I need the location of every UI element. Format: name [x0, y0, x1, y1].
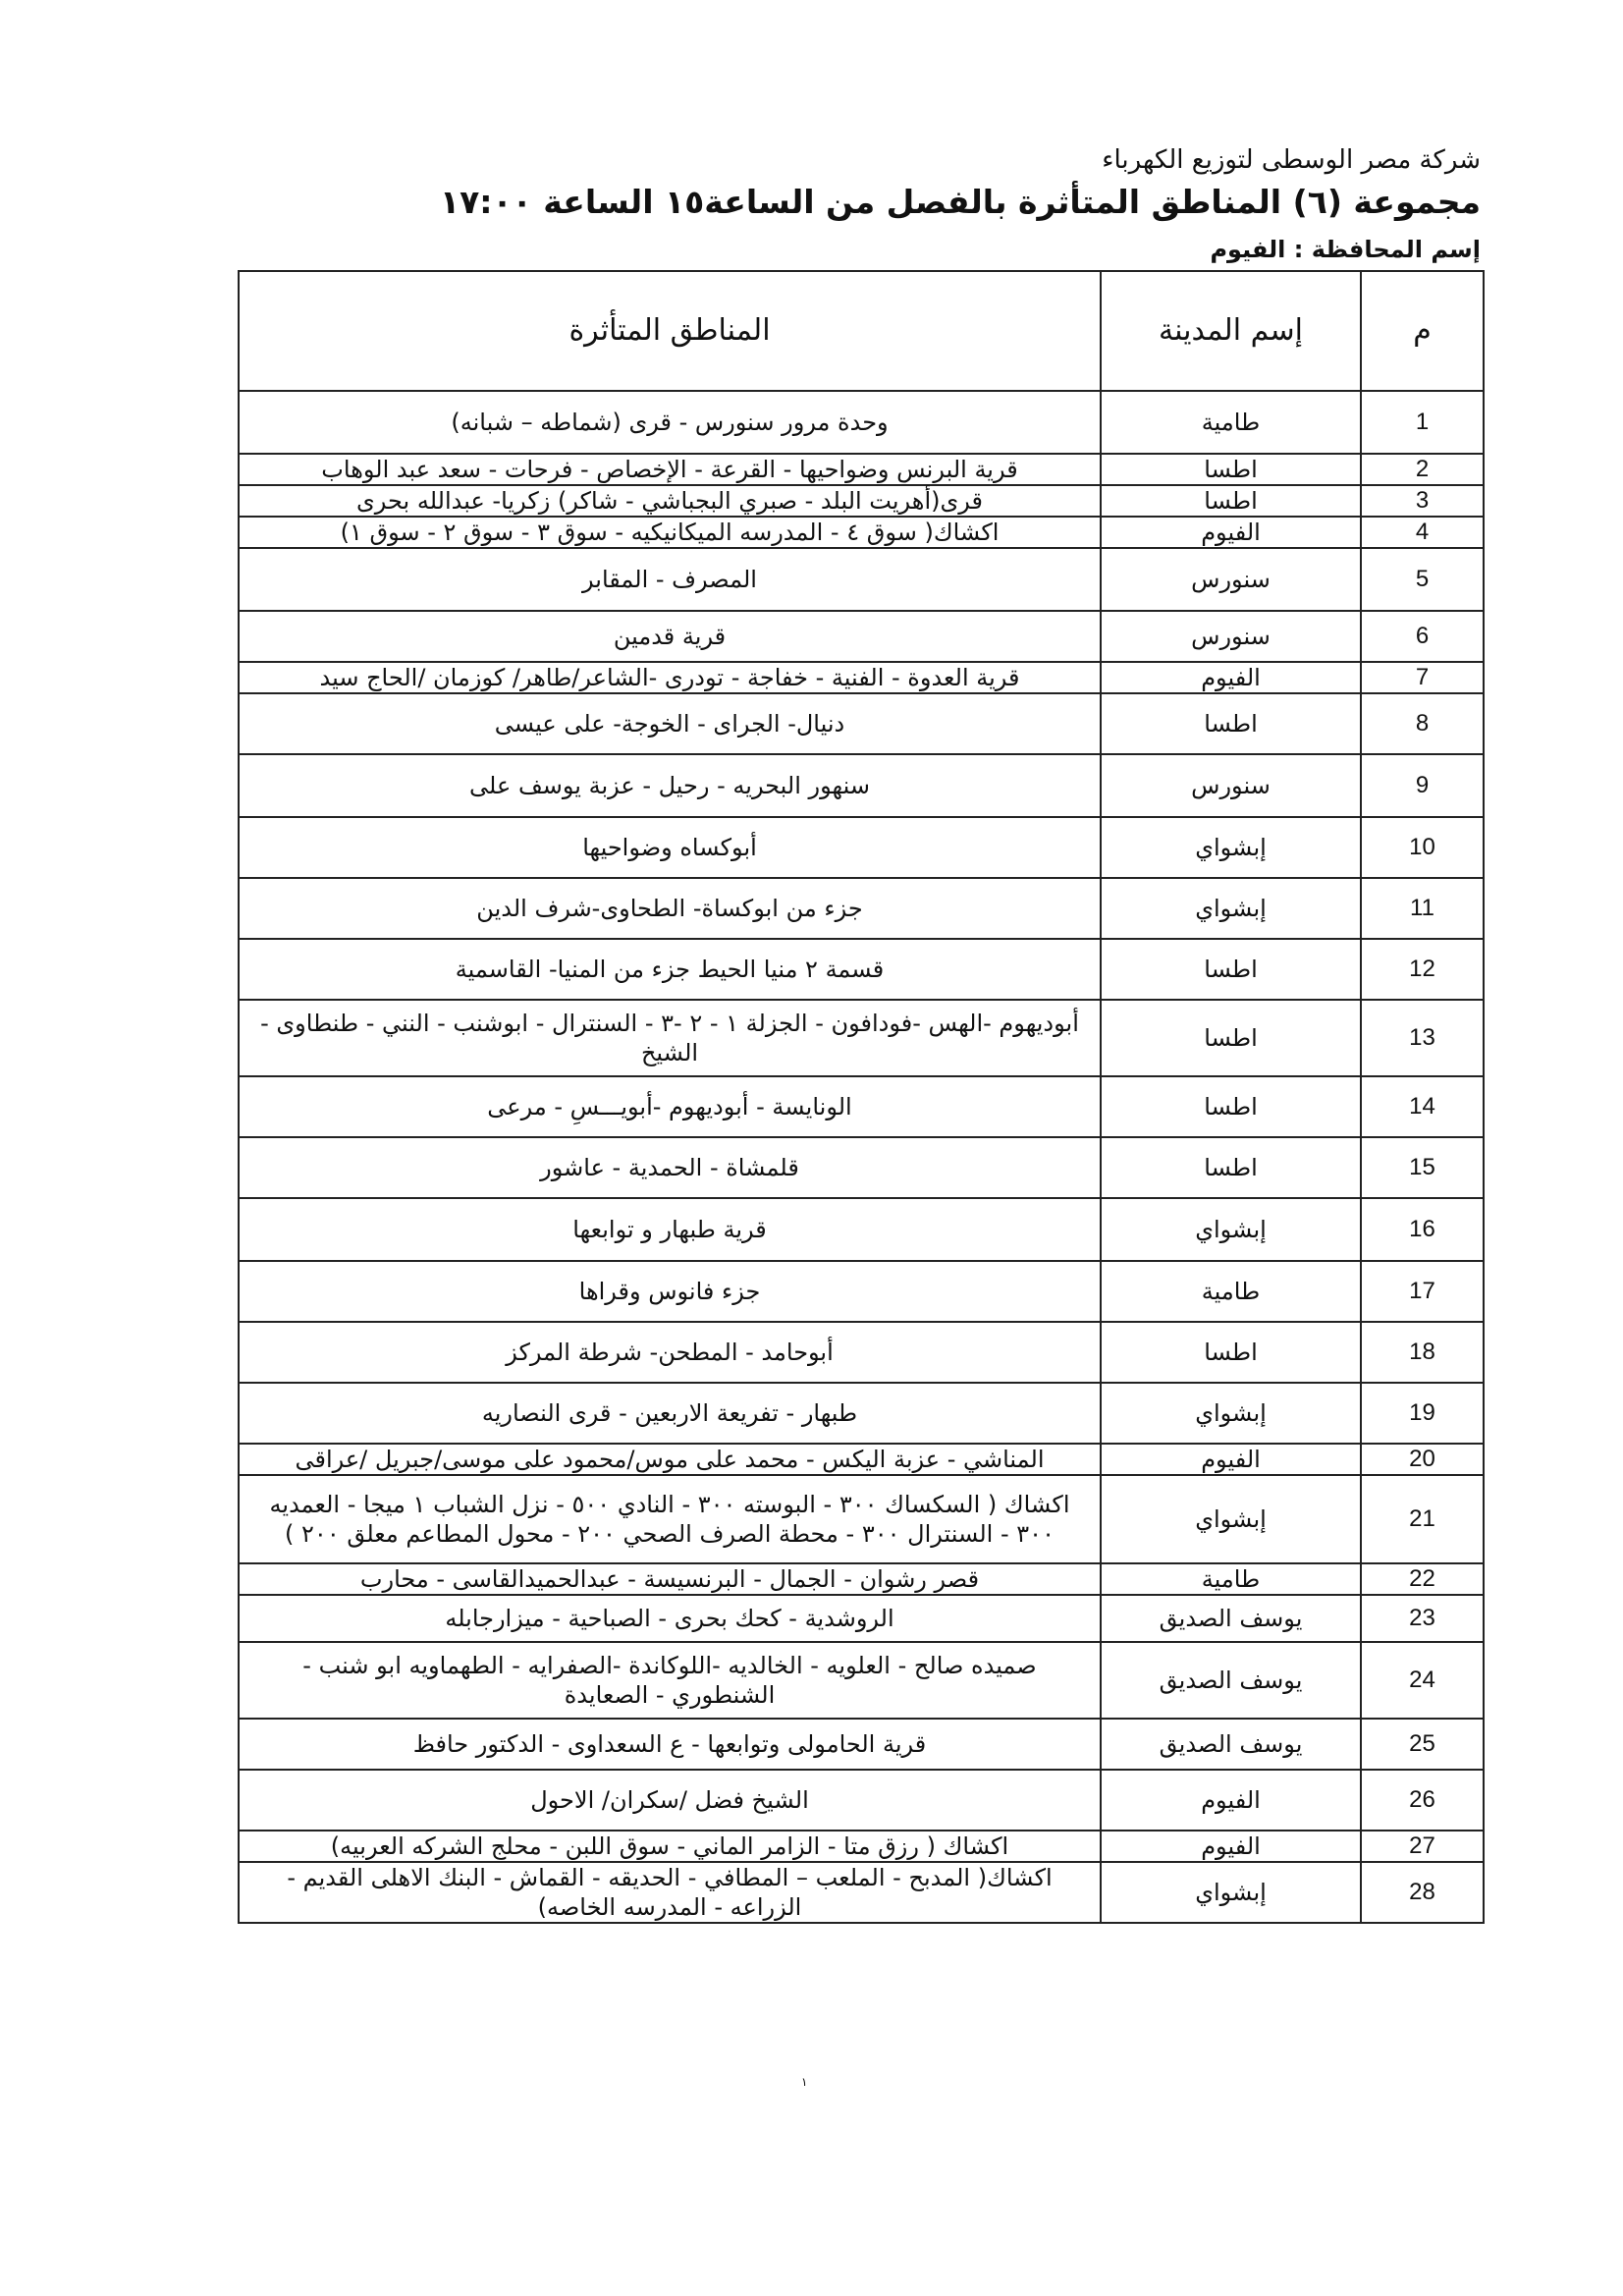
row-areas: جزء من ابوكساة- الطحاوى-شرف الدين [239, 878, 1101, 939]
row-areas: قرية العدوة - الفنية - خفاجة - تودرى -الشاعر/طاهر/ كوزمان /الحاج سيد [239, 662, 1101, 693]
table-row [239, 1475, 1484, 1563]
row-city: اطسا [1101, 454, 1361, 485]
row-city: الفيوم [1101, 517, 1361, 548]
table-row [239, 1642, 1484, 1719]
row-areas: قرية قدمين [239, 611, 1101, 662]
row-areas: الروشدية - كحك بحرى - الصباحية - ميزارجابله [239, 1595, 1101, 1642]
row-city: إبشواي [1101, 1383, 1361, 1444]
table-row [239, 817, 1484, 878]
row-areas: اكشاك( سوق ٤ - المدرسه الميكانيكيه - سوق ٣ - سوق ٢ - سوق ١) [239, 517, 1101, 548]
row-city: سنورس [1101, 754, 1361, 817]
row-number: 4 [1361, 517, 1484, 548]
header-number: م [1361, 271, 1484, 391]
table-row [239, 1076, 1484, 1137]
table-row [239, 1770, 1484, 1831]
row-number: 20 [1361, 1444, 1484, 1475]
row-city: اطسا [1101, 1322, 1361, 1383]
governorate-label: إسم المحافظة : الفيوم [1210, 236, 1481, 263]
company-name: شركة مصر الوسطى لتوزيع الكهرباء [1102, 145, 1481, 175]
row-areas: طبهار - تفريعة الاربعين - قرى النصاريه [239, 1383, 1101, 1444]
table-row [239, 485, 1484, 517]
row-city: الفيوم [1101, 1831, 1361, 1862]
document-title: مجموعة (٦) المناطق المتأثرة بالفصل من الساعة١٥ الساعة ١٧:٠٠ [440, 183, 1481, 221]
table-row [239, 1198, 1484, 1261]
row-city: الفيوم [1101, 1444, 1361, 1475]
row-areas: سنهور البحريه - رحيل - عزبة يوسف على [239, 754, 1101, 817]
table-row [239, 548, 1484, 611]
row-city: اطسا [1101, 693, 1361, 754]
row-number: 24 [1361, 1642, 1484, 1719]
row-city: يوسف الصديق [1101, 1719, 1361, 1770]
row-areas: اكشاك ( السكساك ٣٠٠ - البوسته ٣٠٠ - النادي ٥٠٠ - نزل الشباب ١ ميجا - العمديه ٣٠٠ - السنترال ٣٠٠ - محطة الصرف الصحي ٢٠٠ - محول المطاعم معلق ٢٠٠ ) [239, 1475, 1101, 1563]
row-number: 18 [1361, 1322, 1484, 1383]
row-number: 14 [1361, 1076, 1484, 1137]
row-city: طامية [1101, 1563, 1361, 1595]
row-city: طامية [1101, 1261, 1361, 1322]
table-row [239, 611, 1484, 662]
row-number: 13 [1361, 1000, 1484, 1076]
row-city: اطسا [1101, 485, 1361, 517]
row-city: اطسا [1101, 1076, 1361, 1137]
page-number: ١ [801, 2075, 808, 2089]
table-row [239, 1322, 1484, 1383]
table-row [239, 1383, 1484, 1444]
row-number: 10 [1361, 817, 1484, 878]
table-row [239, 1862, 1484, 1923]
row-city: إبشواي [1101, 878, 1361, 939]
row-number: 17 [1361, 1261, 1484, 1322]
row-city: يوسف الصديق [1101, 1642, 1361, 1719]
row-city: إبشواي [1101, 1862, 1361, 1923]
row-number: 2 [1361, 454, 1484, 485]
row-city: إبشواي [1101, 817, 1361, 878]
row-areas: الشيخ فضل /سكران/ الاحول [239, 1770, 1101, 1831]
affected-areas-table [238, 270, 1485, 1924]
row-number: 27 [1361, 1831, 1484, 1862]
header-areas: المناطق المتأثرة [239, 271, 1101, 391]
row-city: طامية [1101, 391, 1361, 454]
table-row [239, 662, 1484, 693]
table-row [239, 878, 1484, 939]
row-areas: وحدة مرور سنورس - قرى (شماطه – شبانه) [239, 391, 1101, 454]
row-city: سنورس [1101, 548, 1361, 611]
row-number: 1 [1361, 391, 1484, 454]
row-number: 19 [1361, 1383, 1484, 1444]
table-row [239, 1000, 1484, 1076]
row-city: الفيوم [1101, 1770, 1361, 1831]
table-header-row [239, 271, 1484, 391]
row-number: 12 [1361, 939, 1484, 1000]
row-areas: قرية طبهار و توابعها [239, 1198, 1101, 1261]
table-row [239, 939, 1484, 1000]
row-areas: قصر رشوان - الجمال - البرنسيسة - عبدالحميدالقاسى - محارب [239, 1563, 1101, 1595]
row-number: 22 [1361, 1563, 1484, 1595]
row-city: يوسف الصديق [1101, 1595, 1361, 1642]
row-areas: المصرف - المقابر [239, 548, 1101, 611]
row-city: إبشواي [1101, 1198, 1361, 1261]
row-number: 8 [1361, 693, 1484, 754]
row-city: اطسا [1101, 939, 1361, 1000]
table-row [239, 1261, 1484, 1322]
row-number: 23 [1361, 1595, 1484, 1642]
row-number: 21 [1361, 1475, 1484, 1563]
row-number: 9 [1361, 754, 1484, 817]
row-areas: قرية البرنس وضواحيها - القرعة - الإخصاص - فرحات - سعد عبد الوهاب [239, 454, 1101, 485]
table-row [239, 754, 1484, 817]
table-row [239, 391, 1484, 454]
row-areas: أبوديهوم -الهس -فودافون - الجزلة ١ - ٢ -٣ - السنترال - ابوشنب - النني - طنطاوى - الشيخ [239, 1000, 1101, 1076]
table-row [239, 1563, 1484, 1595]
row-areas: اكشاك ( رزق متا - الزامر الماني - سوق اللبن - محلج الشركه العربيه) [239, 1831, 1101, 1862]
table-row [239, 693, 1484, 754]
row-number: 5 [1361, 548, 1484, 611]
row-areas: قلمشاة - الحمدية - عاشور [239, 1137, 1101, 1198]
row-city: اطسا [1101, 1000, 1361, 1076]
table-row [239, 517, 1484, 548]
row-city: الفيوم [1101, 662, 1361, 693]
row-number: 15 [1361, 1137, 1484, 1198]
row-number: 28 [1361, 1862, 1484, 1923]
table-row [239, 1444, 1484, 1475]
table-row [239, 1831, 1484, 1862]
row-areas: قسمة ٢ منيا الحيط جزء من المنيا- القاسمية [239, 939, 1101, 1000]
table-row [239, 1595, 1484, 1642]
row-number: 11 [1361, 878, 1484, 939]
row-areas: المناشي - عزبة اليكس - محمد على موس/محمود على موسى/جبريل /عراقى [239, 1444, 1101, 1475]
row-areas: أبوحامد - المطحن- شرطة المركز [239, 1322, 1101, 1383]
table-row [239, 1719, 1484, 1770]
row-areas: قرية الحامولى وتوابعها - ع السعداوى - الدكتور حافظ [239, 1719, 1101, 1770]
row-areas: دنيال- الجراى - الخوجة- على عيسى [239, 693, 1101, 754]
row-areas: صميده صالح - العلويه - الخالديه -اللوكاندة -الصفرايه - الطهماويه ابو شنب - الشنطوري - الصعايدة [239, 1642, 1101, 1719]
table-row [239, 454, 1484, 485]
row-number: 16 [1361, 1198, 1484, 1261]
row-areas: قرى(أهريت البلد - صبري البجباشي - شاكر) زكريا- عبدالله بحرى [239, 485, 1101, 517]
row-areas: جزء فانوس وقراها [239, 1261, 1101, 1322]
row-number: 25 [1361, 1719, 1484, 1770]
header-city: إسم المدينة [1101, 271, 1361, 391]
row-number: 26 [1361, 1770, 1484, 1831]
table-row [239, 1137, 1484, 1198]
row-areas: الونايسة - أبوديهوم -أبويـــسِ - مرعى [239, 1076, 1101, 1137]
row-areas: اكشاك( المدبح - الملعب – المطافي - الحديقه - القماش - البنك الاهلى القديم - الزراعه - المدرسه الخاصه) [239, 1862, 1101, 1923]
row-areas: أبوكساه وضواحيها [239, 817, 1101, 878]
row-number: 7 [1361, 662, 1484, 693]
row-number: 6 [1361, 611, 1484, 662]
row-number: 3 [1361, 485, 1484, 517]
row-city: اطسا [1101, 1137, 1361, 1198]
row-city: سنورس [1101, 611, 1361, 662]
row-city: إبشواي [1101, 1475, 1361, 1563]
